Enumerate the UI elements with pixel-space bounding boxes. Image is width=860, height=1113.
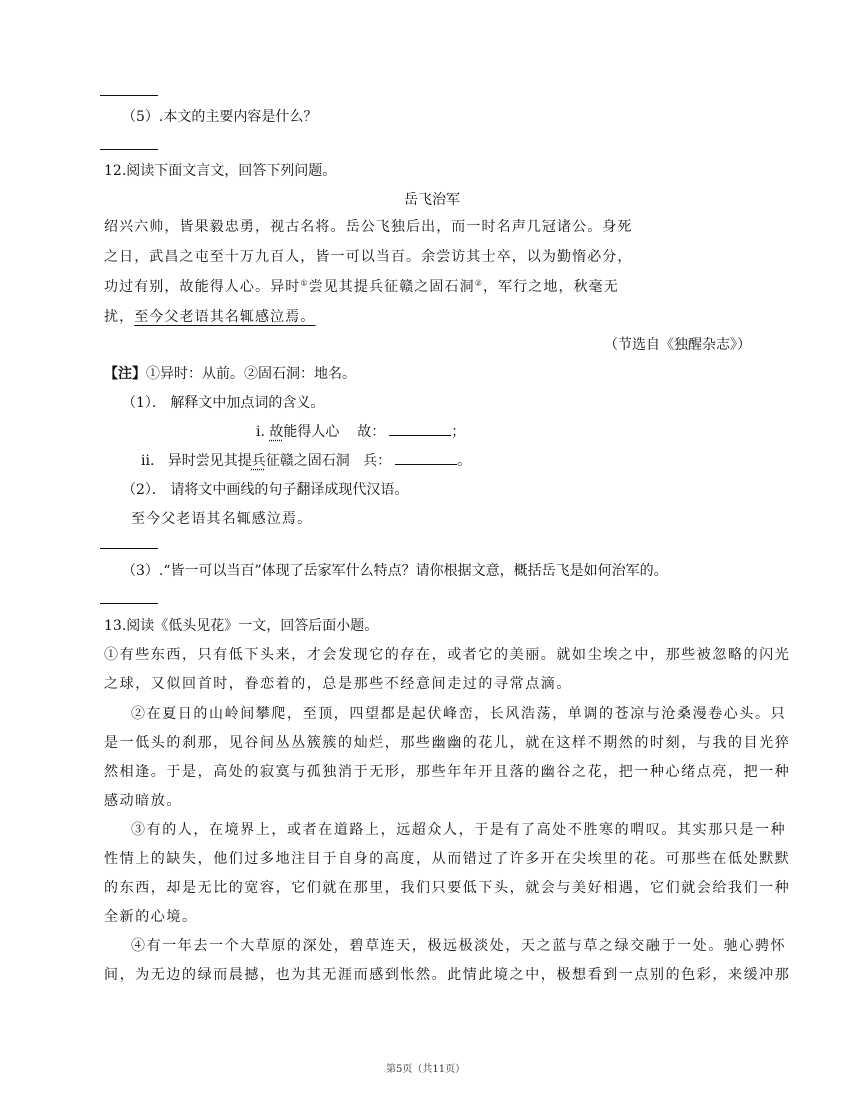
passage-line-4 (104, 306, 315, 326)
item-ii-text-a: 异时尝见其提 (167, 453, 252, 469)
dotted-word-gu: 故 (269, 424, 284, 440)
item-ii-prefix: ii. (141, 453, 155, 469)
answer-line (100, 149, 158, 150)
answer-line (100, 95, 158, 96)
annotation (104, 363, 356, 383)
item-i-prefix: i. (256, 424, 270, 440)
answer-line (100, 548, 158, 549)
item-ii-word: 兵： (363, 453, 392, 469)
passage-line-3-start: 功过有别，故能得人心。异时 (104, 279, 301, 295)
paragraph-2-line-2: 是一低头的刹那，见谷间丛丛簇簇的灿烂，那些幽幽的花儿，就在这样不期然的时刻，与我的目光猝 (104, 735, 791, 751)
item-i-text: 能得人心 (283, 424, 340, 440)
sub-question-1: （1）． 解释文中加点词的含义。 (122, 395, 325, 411)
answer-blank[interactable] (395, 452, 457, 465)
paragraph-1-line-2: 之球，又似回首时，眷恋着的，总是那些不经意间走过的寻常点滴。 (104, 676, 572, 692)
paragraph-1-line-1: ①有些东西，只有低下头来，才会发现它的存在，或者它的美丽。就如尘埃之中，那些被忽略的闪光 (104, 647, 791, 663)
item-i (256, 421, 465, 441)
passage-line-4-start: 扰， (104, 309, 135, 325)
passage-line-1: 绍兴六帅，皆果毅忠勇，视古名将。岳公飞独后出，而一时名声几冠诸公。身死 (104, 219, 633, 235)
sub-question-2: （2）． 请将文中画线的句子翻译成现代汉语。 (122, 482, 409, 498)
annotation-text: ①异时：从前。②固石洞：地名。 (146, 366, 356, 382)
paragraph-3-line-4: 全新的心境。 (104, 909, 198, 925)
passage-line-3-mid: 尝见其提兵征赣之固石洞 (308, 279, 475, 295)
sub-question-3: （3）.“皆一可以当百”体现了岳家军什么特点？请你根据文意，概括岳飞是如何治军的。 (122, 563, 668, 579)
paragraph-4-line-1: ④有一年去一个大草原的深处，碧草连天，极远极淡处，天之蓝与草之绿交融于一处。驰心骋怀 (131, 938, 787, 954)
page-footer: 第5页（共11页） (386, 1064, 466, 1075)
item-i-word: 故： (357, 424, 386, 440)
annotation-label: 【注】 (104, 366, 146, 382)
sub-question-2-sentence: 至今父老语其名辄感泣焉。 (131, 511, 313, 527)
paragraph-4-line-2: 间，为无边的绿而晨撼，也为其无涯而感到怅然。此情此境之中，极想看到一点别的色彩，来缓冲那 (104, 967, 791, 983)
paragraph-2-line-4: 感动暗放。 (104, 793, 182, 809)
answer-line (100, 603, 158, 604)
paragraph-2-line-3: 然相逢。于是，高处的寂寞与孤独消于无形，那些年年开且落的幽谷之花，把一种心绪点亮，把一种 (104, 764, 791, 780)
dotted-word-bing: 兵 (251, 453, 266, 469)
item-ii-end: 。 (457, 453, 472, 469)
footnote-mark-2: ② (474, 278, 483, 288)
passage-source: （节选自《独醒杂志》） (604, 337, 751, 353)
passage-line-3-end: ，军行之地，秋毫无 (482, 279, 619, 295)
passage-line-2: 之日，武昌之屯至十万九百人，皆一可以当百。余尝访其士卒，以为勤惰必分， (104, 249, 633, 265)
paragraph-3-line-2: 性情上的缺失，他们过多地注目于自身的高度，从而错过了许多开在尖埃里的花。可那些在低处默默 (104, 851, 791, 867)
item-ii-text-b: 征赣之固石洞 (265, 453, 350, 469)
question-11-5: （5）.本文的主要内容是什么？ (122, 109, 318, 125)
passage-title: 岳飞治军 (404, 192, 460, 208)
question-13-intro: 13.阅读《低头见花》一文，回答后面小题。 (104, 618, 379, 634)
paragraph-3-line-3: 的东西，却是无比的宽容，它们就在那里，我们只要低下头，就会与美好相遇，它们就会给我们一种 (104, 880, 791, 896)
paragraph-2-line-1: ②在夏日的山岭间攀爬，至顶，四望都是起伏峰峦，长风浩荡，单调的苍凉与沧桑漫卷心头。只 (131, 706, 787, 722)
passage-line-3 (104, 276, 619, 296)
footnote-mark-1: ① (300, 278, 309, 288)
underlined-sentence: 至今父老语其名辄感泣焉。 (134, 309, 316, 325)
question-12-intro: 12.阅读下面文言文，回答下列问题。 (104, 163, 337, 179)
answer-blank[interactable] (389, 423, 451, 436)
paragraph-3-line-1: ③有的人，在境界上，或者在道路上，远超众人，于是有了高处不胜寒的喟叹。其实那只是一种 (131, 822, 787, 838)
item-i-end: ； (451, 424, 466, 440)
item-ii (141, 450, 471, 470)
